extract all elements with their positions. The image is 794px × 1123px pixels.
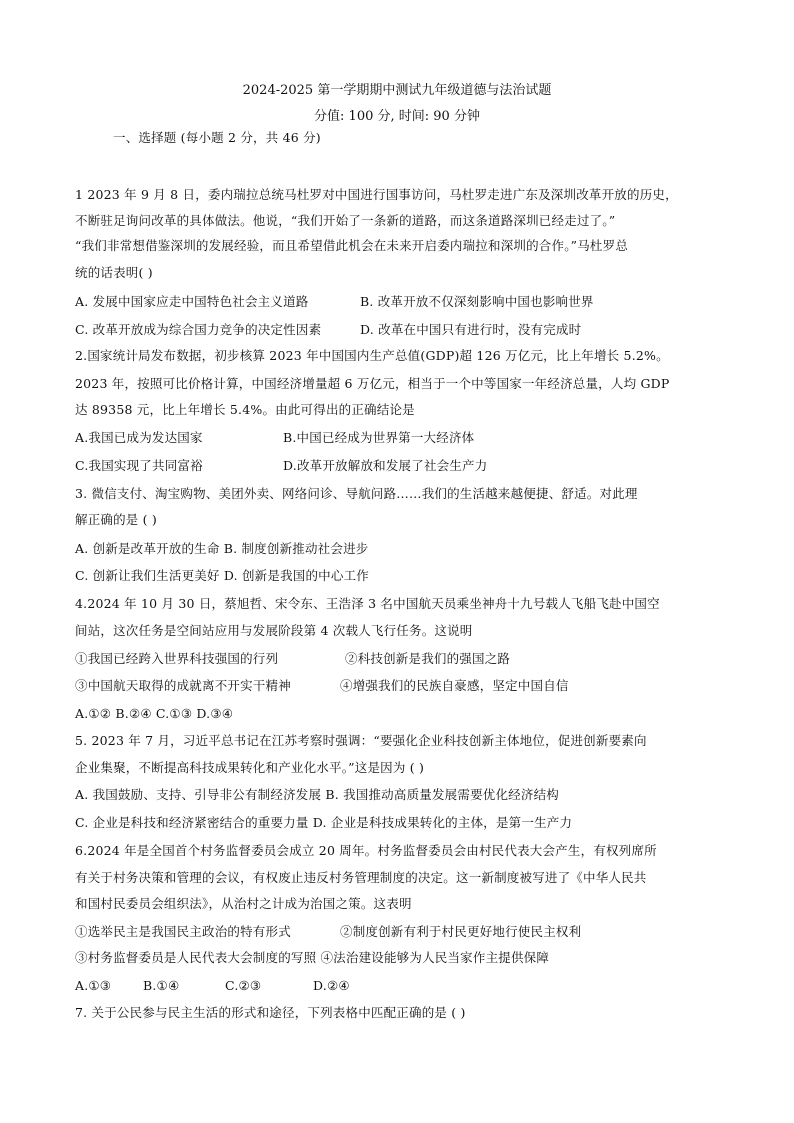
option-row: A. 我国鼓励、支持、引导非公有制经济发展 B. 我国推动高质量发展需要优化经济结构 bbox=[75, 787, 559, 802]
question-stem-line: 6.2024 年是全国首个村务监督委员会成立 20 周年。村务监督委员会由村民代表大会产生，有权列席所 bbox=[75, 843, 657, 858]
option-d: D.②④ bbox=[313, 978, 350, 993]
question-stem-line: 达 89358 元，比上年增长 5.4%。由此可得出的正确结论是 bbox=[75, 402, 415, 417]
option-a: A. 发展中国家应走中国特色社会主义道路 bbox=[75, 294, 309, 309]
option-row bbox=[75, 976, 350, 996]
question-stem-line: 企业集聚，不断提高科技成果转化和产业化水平。”这是因为 ( ) bbox=[75, 760, 425, 775]
option-row bbox=[75, 676, 569, 696]
option-row: C. 创新让我们生活更美好 D. 创新是我国的中心工作 bbox=[75, 568, 369, 583]
question-stem-line: 和国村民委员会组织法》，从治村之计成为治国之策。这表明 bbox=[75, 896, 412, 911]
question-stem-line: “我们非常想借鉴深圳的发展经验，而且希望借此机会在未来开启委内瑞拉和深圳的合作。”马杜罗总 bbox=[75, 238, 629, 253]
option-row bbox=[75, 649, 511, 669]
question-stem-line: 1 2023 年 9 月 8 日，委内瑞拉总统马杜罗对中国进行国事访问，马杜罗走进广东及深圳改革开放的历史， bbox=[75, 187, 678, 202]
question-stem-line: 统的话表明( ) bbox=[75, 265, 153, 280]
option-row bbox=[75, 320, 582, 340]
option-c: C.②③ bbox=[225, 978, 262, 993]
question-stem-line: 间站，这次任务是空间站应用与发展阶段第 4 次载人飞行任务。这说明 bbox=[75, 623, 473, 638]
exam-title: 2024-2025 第一学期期中测试九年级道德与法治试题 bbox=[242, 83, 552, 98]
option-b: B.①④ bbox=[143, 978, 180, 993]
option-d: D. 改革在中国只有进行时，没有完成时 bbox=[360, 322, 582, 337]
question-stem-line: 不断驻足询问改革的具体做法。他说，“我们开始了一条新的道路，而这条道路深圳已经走过了。” bbox=[75, 213, 616, 228]
statement-1: ①选举民主是我国民主政治的特有形式 bbox=[75, 924, 291, 939]
option-a: A.①③ bbox=[75, 978, 112, 993]
option-row: ③村务监督委员是人民代表大会制度的写照 ④法治建设能够为人民当家作主提供保障 bbox=[75, 950, 550, 965]
question-stem-line: 7. 关于公民参与民主生活的形式和途径，下列表格中匹配正确的是 ( ) bbox=[75, 1005, 466, 1020]
statement-1: ①我国已经跨入世界科技强国的行列 bbox=[75, 651, 279, 666]
question-stem-line: 3. 微信支付、淘宝购物、美团外卖、网络问诊、导航问路……我们的生活越来越便捷、舒适。对此理 bbox=[75, 486, 638, 501]
option-row: A.①② B.②④ C.①③ D.③④ bbox=[75, 706, 234, 721]
option-c: C. 改革开放成为综合国力竞争的决定性因素 bbox=[75, 322, 322, 337]
statement-3: ③中国航天取得的成就离不开实干精神 bbox=[75, 678, 291, 693]
option-d: D.改革开放解放和发展了社会生产力 bbox=[283, 458, 488, 473]
question-stem-line: 有关于村务决策和管理的会议，有权废止违反村务管理制度的决定。这一新制度被写进了《中华人民共 bbox=[75, 870, 647, 885]
option-a: A.我国已成为发达国家 bbox=[75, 430, 203, 445]
option-row bbox=[75, 456, 488, 476]
question-stem-line: 5. 2023 年 7 月，习近平总书记在江苏考察时强调：“要强化企业科技创新主体地位，促进创新要素向 bbox=[75, 733, 647, 748]
option-row: A. 创新是改革开放的生命 B. 制度创新推动社会进步 bbox=[75, 541, 369, 556]
question-stem-line: 2023 年，按照可比价格计算，中国经济增量超 6 万亿元，相当于一个中等国家一年经济总量，人均 GDP bbox=[75, 376, 670, 391]
statement-2: ②制度创新有利于村民更好地行使民主权利 bbox=[340, 924, 582, 939]
option-row bbox=[75, 292, 594, 312]
option-row bbox=[75, 428, 475, 448]
question-stem-line: 解正确的是 ( ) bbox=[75, 512, 158, 527]
exam-subtitle: 分值: 100 分, 时间: 90 分钟 bbox=[314, 109, 480, 124]
question-stem-line: 2.国家统计局发布数据，初步核算 2023 年中国国内生产总值(GDP)超 126 万亿元，比上年增长 5.2%。 bbox=[75, 348, 669, 363]
statement-2: ②科技创新是我们的强国之路 bbox=[345, 651, 511, 666]
question-stem-line: 4.2024 年 10 月 30 日，蔡旭哲、宋令东、王浩泽 3 名中国航天员乘坐神舟十九号载人飞船飞赴中国空 bbox=[75, 596, 660, 611]
option-row: C. 企业是科技和经济紧密结合的重要力量 D. 企业是科技成果转化的主体，是第一生产力 bbox=[75, 815, 573, 830]
option-row bbox=[75, 922, 582, 942]
option-c: C.我国实现了共同富裕 bbox=[75, 458, 203, 473]
statement-4: ④增强我们的民族自豪感，坚定中国自信 bbox=[340, 678, 569, 693]
option-b: B. 改革开放不仅深刻影响中国也影响世界 bbox=[360, 294, 594, 309]
section-heading: 一、选择题 (每小题 2 分，共 46 分) bbox=[113, 130, 321, 145]
option-b: B.中国已经成为世界第一大经济体 bbox=[283, 430, 475, 445]
